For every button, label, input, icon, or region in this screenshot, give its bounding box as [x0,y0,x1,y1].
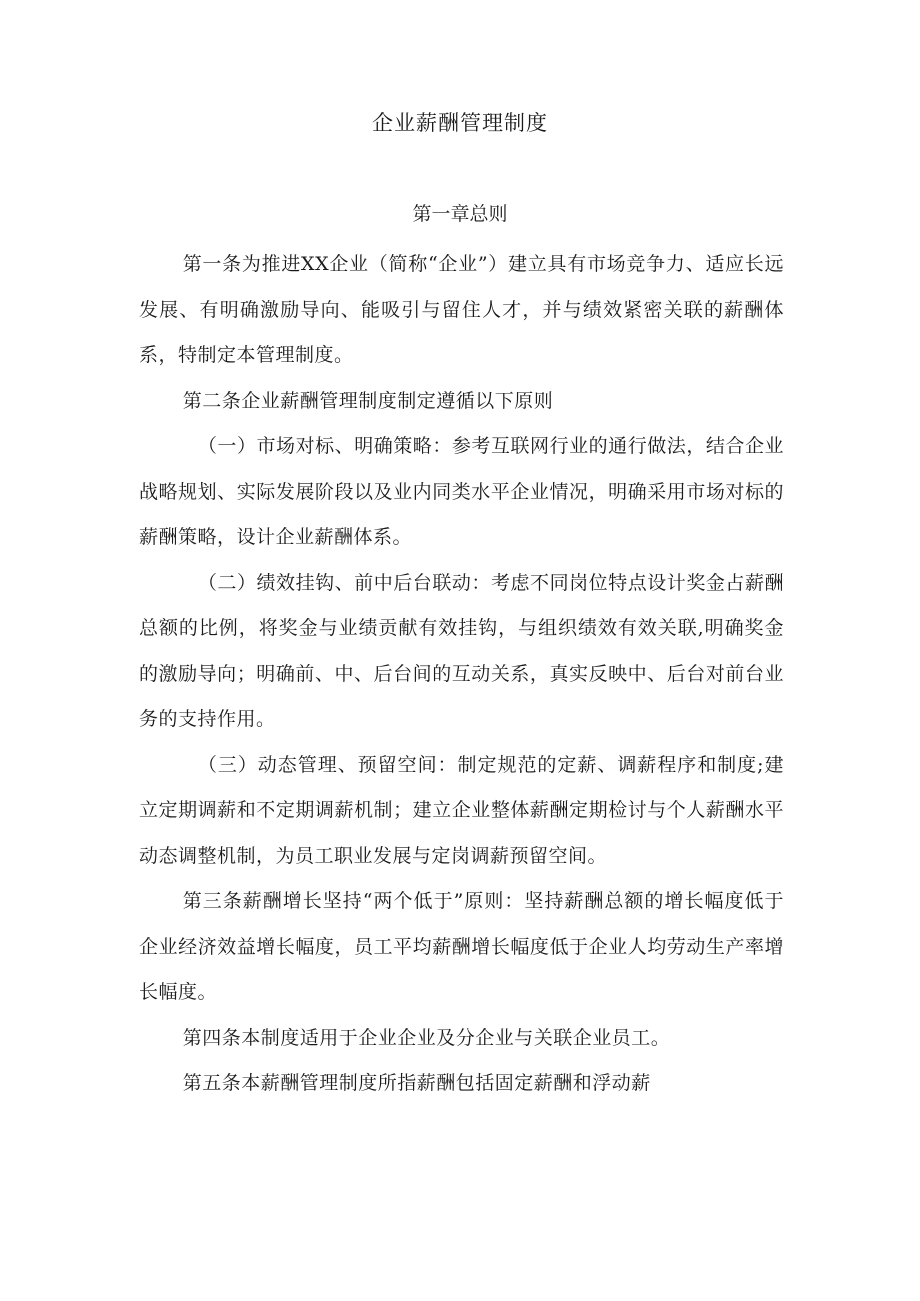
chapter-heading: 第一章总则 [412,203,508,225]
principle-2-paragraph: （二）绩效挂钩、前中后台联动：考虑不同岗位特点设计奖金占薪酬总额的比例，将奖金与业绩贡献有效挂钩，与组织绩效有效关联,明确奖金的激励导向；明确前、中、后台间的互动关系，真实反映中、后台对前台业务的支持作用。 [139,571,784,730]
article-1-paragraph: 第一条为推进XX企业（简称“企业”）建立具有市场竞争力、适应长远发展、有明确激励导向、能吸引与留住人才，并与绩效紧密关联的薪酬体系，特制定本管理制度。 [139,253,784,366]
principle-3-paragraph: （三）动态管理、预留空间：制定规范的定薪、调薪程序和制度;建立定期调薪和不定期调薪机制；建立企业整体薪酬定期检讨与个人薪酬水平动态调整机制，为员工职业发展与定岗调薪预留空间。 [139,753,784,867]
article-2-paragraph: 第二条企业薪酬管理制度制定遵循以下原则 [182,389,554,412]
article-3-paragraph: 第三条薪酬增长坚持“两个低于”原则：坚持薪酬总额的增长幅度低于企业经济效益增长幅度，员工平均薪酬增长幅度低于企业人均劳动生产率增长幅度。 [139,890,784,1003]
document-body [139,242,784,1107]
article-4-paragraph: 第四条本制度适用于企业企业及分企业与关联企业员工。 [182,1026,671,1049]
principle-1-paragraph: （一）市场对标、明确策略：参考互联网行业的通行做法，结合企业战略规划、实际发展阶段以及业内同类水平企业情况，明确采用市场对标的薪酬策略，设计企业薪酬体系。 [139,435,784,548]
document-title: 企业薪酬管理制度 [372,111,548,135]
article-5-paragraph: 第五条本薪酬管理制度所指薪酬包括固定薪酬和浮动薪 [182,1072,651,1094]
